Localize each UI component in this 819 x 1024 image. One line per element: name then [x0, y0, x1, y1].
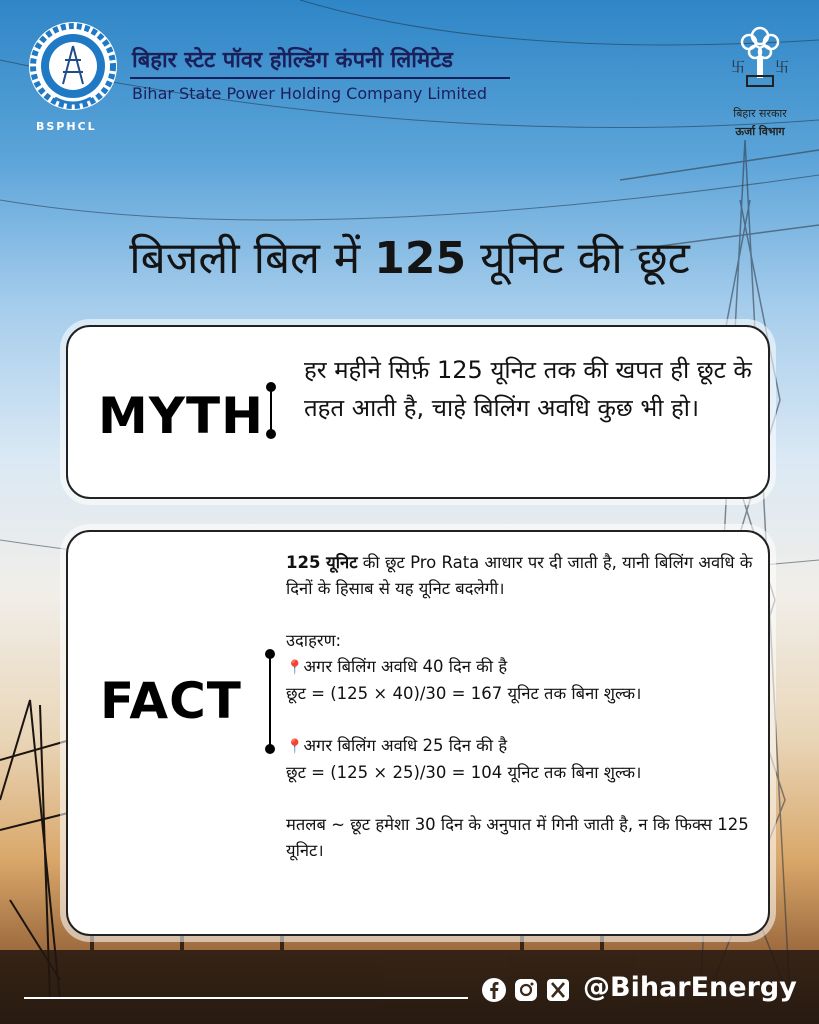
example2-calculation: छूट = (125 × 25)/30 = 104 यूनिट तक बिना शुल्क।: [286, 763, 642, 782]
myth-text: हर महीने सिर्फ़ 125 यूनिट तक की खपत ही छूट के तहत आती है, चाहे बिलिंग अवधि कुछ भी हो।: [304, 356, 752, 422]
example1-condition: अगर बिलिंग अवधि 40 दिन की है: [303, 657, 508, 676]
connector-line: [270, 387, 272, 432]
example2-condition: अगर बिलिंग अवधि 25 दिन की है: [303, 736, 508, 755]
connector-line: [269, 654, 271, 746]
instagram-icon[interactable]: [513, 977, 539, 1003]
social-handle[interactable]: @BiharEnergy: [583, 972, 797, 1003]
fact-intro: [286, 550, 762, 602]
connector-dot-bottom: [265, 744, 275, 754]
page-title: [0, 226, 819, 286]
fact-label: FACT: [100, 672, 242, 730]
example1-line1: [286, 654, 762, 681]
x-icon[interactable]: [545, 977, 571, 1003]
bsphcl-logo-icon: [27, 20, 119, 112]
org-name-hindi: बिहार स्टेट पॉवर होल्डिंग कंपनी लिमिटेड: [132, 48, 453, 73]
fact-conclusion: मतलब ~ छूट हमेशा 30 दिन के अनुपात में गिनी जाती है, न कि फिक्स 125 यूनिट।: [286, 815, 749, 860]
myth-label: MYTH: [98, 387, 264, 445]
pin-icon: 📍: [286, 739, 304, 755]
fact-intro-rest: की छूट Pro Rata आधार पर दी जाती है, यानी बिलिंग अवधि के दिनों के हिसाब से यह यूनिट बदलेगी।: [286, 553, 753, 598]
example2-line1: [286, 733, 762, 760]
myth-card: [66, 325, 770, 499]
gov-name: बिहार सरकार: [733, 107, 787, 120]
bihar-govt-emblem-icon: [727, 22, 793, 94]
org-name-divider: [130, 77, 510, 79]
gov-department: ऊर्जा विभाग: [735, 125, 785, 138]
org-name-english: Bihar State Power Holding Company Limited: [132, 84, 488, 103]
example1-calculation: छूट = (125 × 40)/30 = 167 यूनिट तक बिना शुल्क।: [286, 684, 642, 703]
title-number: 125: [374, 233, 467, 284]
title-suffix: यूनिट की छूट: [466, 233, 690, 284]
svg-text:卐: 卐: [775, 60, 789, 76]
svg-text:卐: 卐: [731, 60, 745, 76]
example-heading: उदाहरण:: [286, 631, 342, 650]
fact-intro-bold: 125 यूनिट: [286, 553, 358, 572]
connector-dot-bottom: [266, 429, 276, 439]
title-prefix: बिजली बिल में: [129, 233, 375, 284]
fact-text: [286, 550, 762, 864]
facebook-icon[interactable]: [481, 977, 507, 1003]
logo-caption: BSPHCL: [36, 120, 97, 133]
fact-card: [66, 530, 770, 936]
pin-icon: 📍: [286, 660, 304, 676]
footer-divider: [24, 997, 468, 999]
